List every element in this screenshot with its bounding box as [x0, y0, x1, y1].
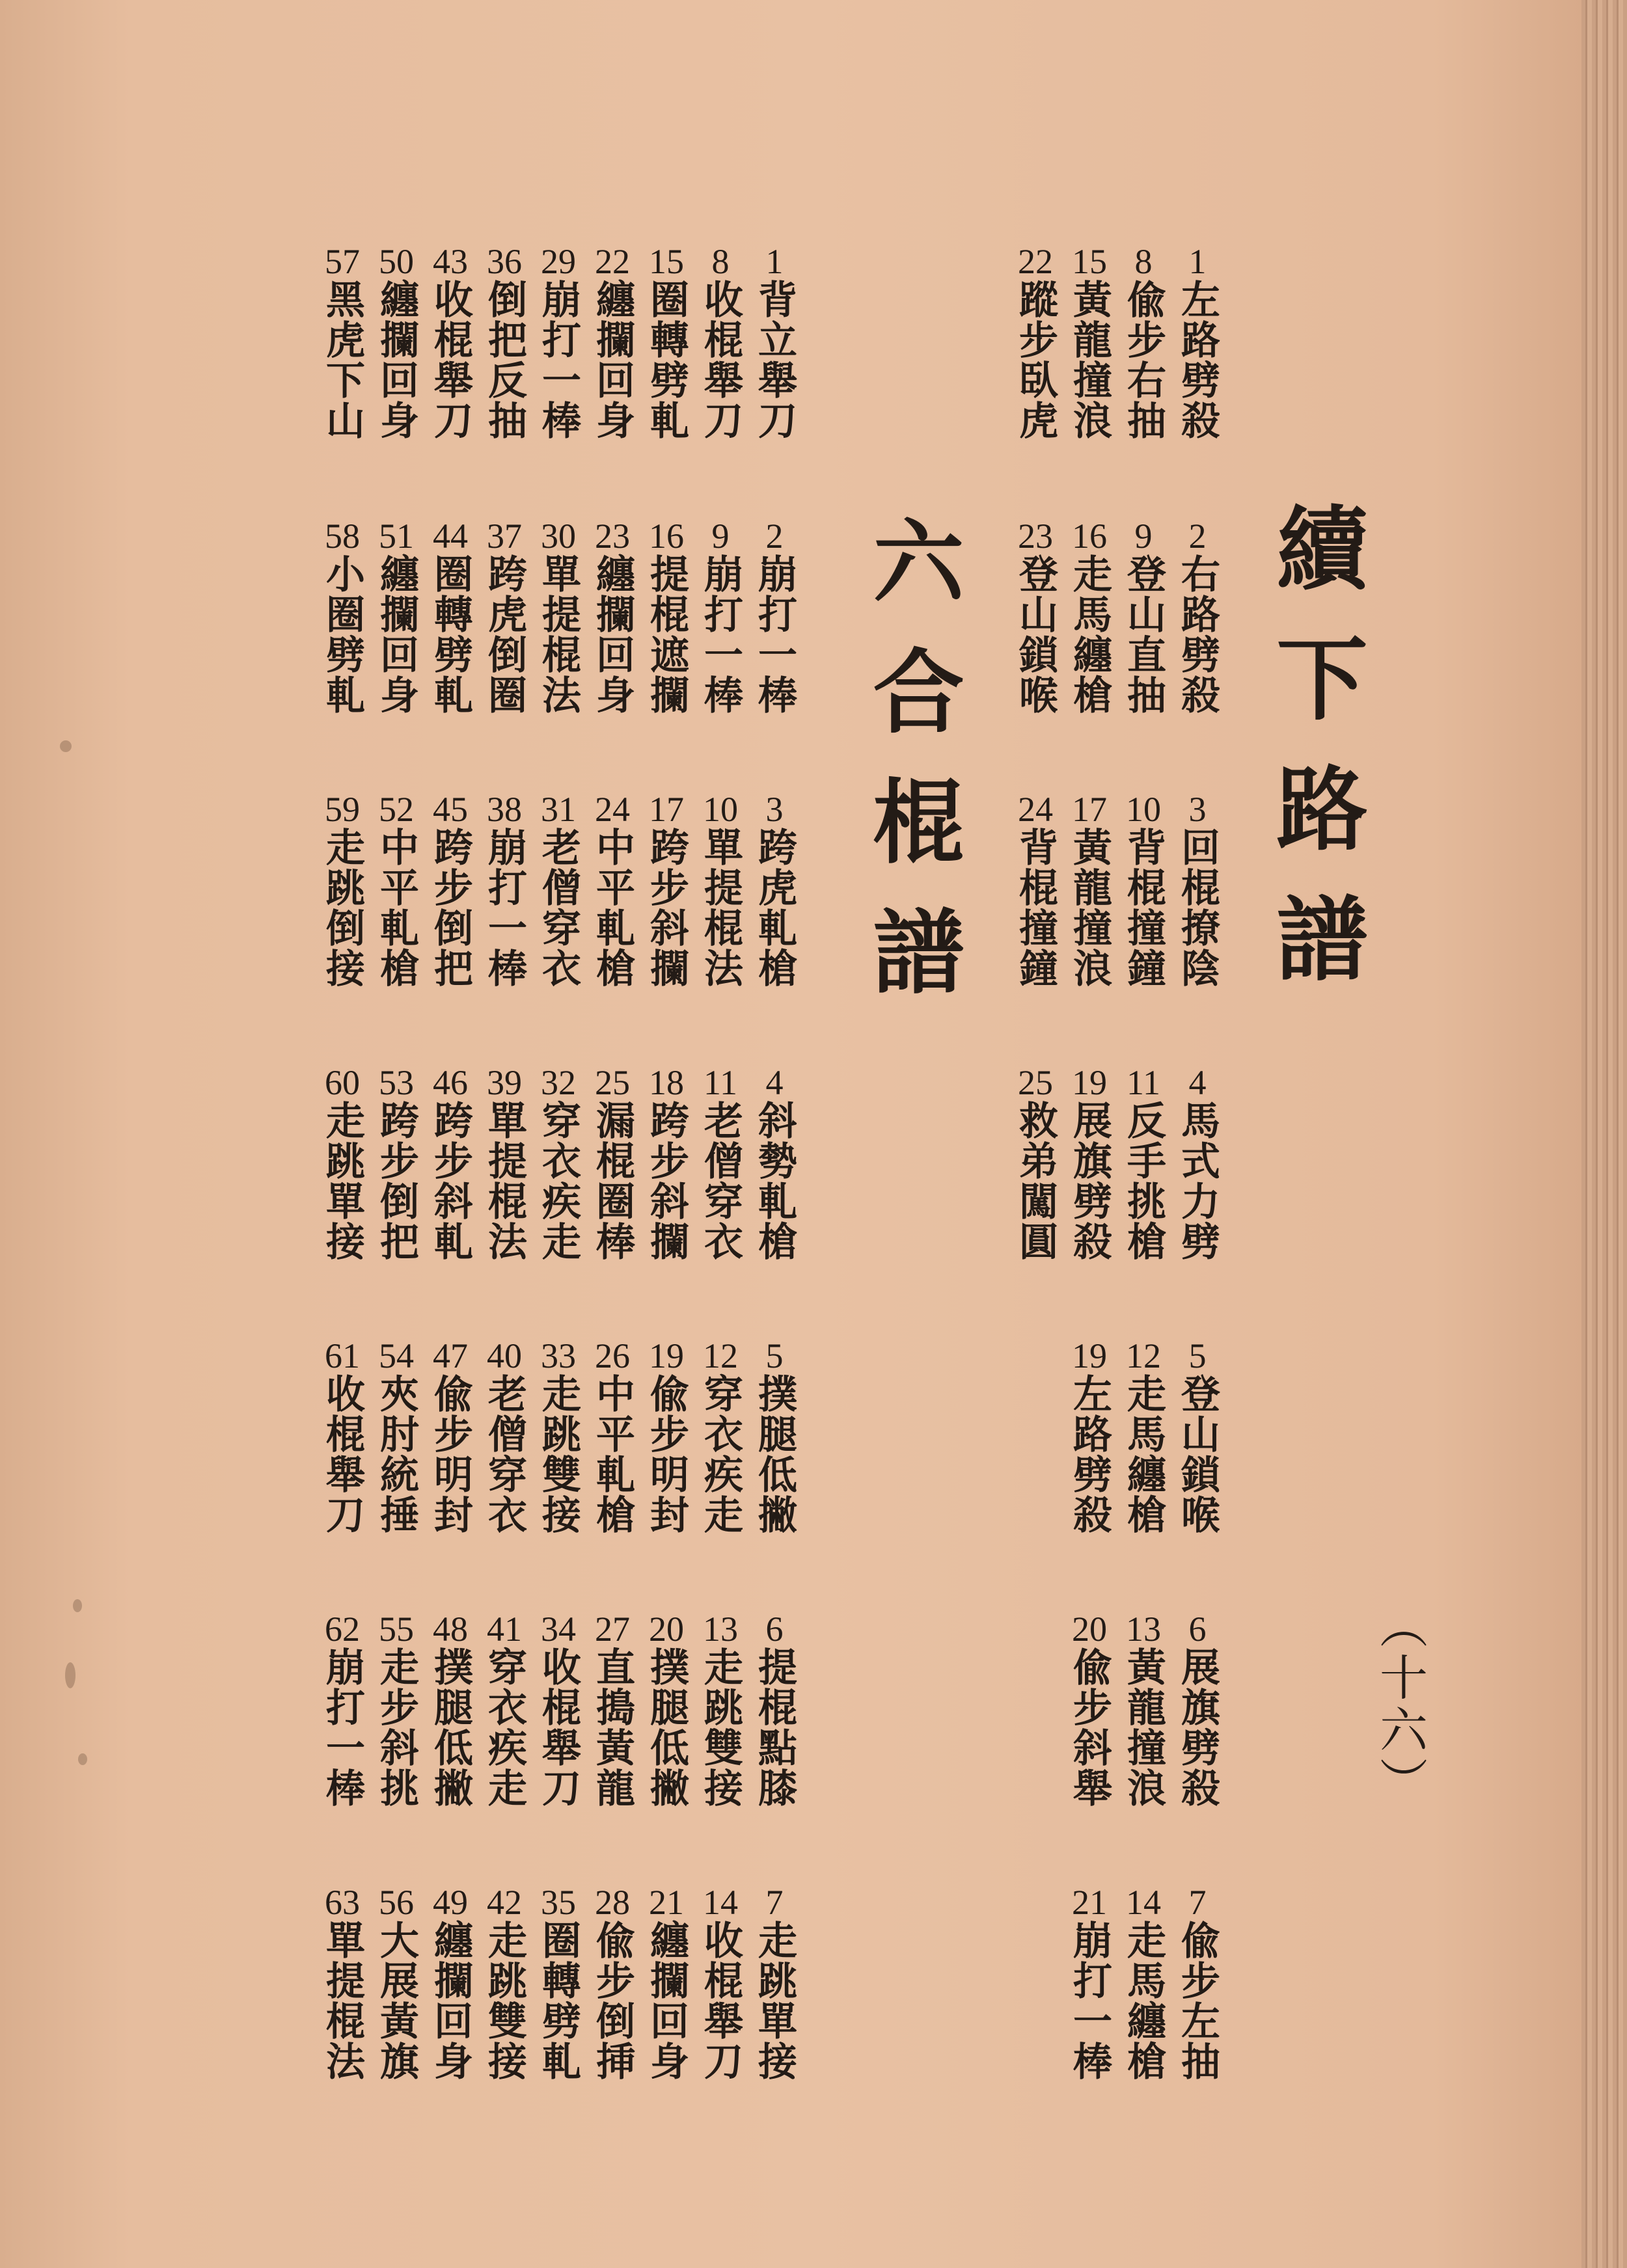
- entry-move-name: 偸步明封: [644, 1373, 689, 1535]
- entry-number: 34: [541, 1612, 576, 1647]
- liuhe-entry: [424, 792, 476, 988]
- entry-move-name: 跨步倒把: [428, 827, 473, 988]
- xuxia-entry: [1171, 519, 1224, 715]
- entry-move-name: 夾肘統捶: [374, 1373, 419, 1535]
- entry-move-name: 走跳單接: [752, 1920, 797, 2081]
- entry-move-name: 崩打一棒: [1067, 1920, 1112, 2081]
- entry-number: 7: [765, 1885, 784, 1920]
- entry-number: 13: [703, 1612, 738, 1647]
- entry-move-name: 黃龍撞浪: [1067, 827, 1112, 988]
- entry-number: 1: [765, 244, 784, 279]
- xuxia-entry: [1171, 792, 1224, 988]
- entry-number: 19: [1072, 1065, 1107, 1100]
- entry-number: 48: [433, 1612, 468, 1647]
- liuhe-entry: [478, 1338, 530, 1535]
- entry-move-name: 走跳雙接: [698, 1647, 743, 1808]
- entry-number: 16: [649, 519, 684, 554]
- entry-number: 37: [487, 519, 522, 554]
- entry-number: 45: [433, 792, 468, 827]
- liuhe-entry: [640, 1065, 692, 1262]
- entry-move-name: 登山鎖喉: [1175, 1373, 1220, 1535]
- liuhe-entry: [748, 244, 800, 440]
- entry-move-name: 走跳單接: [320, 1100, 365, 1262]
- liuhe-entry: [370, 1065, 422, 1262]
- entry-move-name: 老僧穿衣: [698, 1100, 743, 1262]
- entry-number: 17: [649, 792, 684, 827]
- liuhe-entry: [748, 1338, 800, 1535]
- entry-number: 30: [541, 519, 576, 554]
- liuhe-entry: [532, 1885, 584, 2081]
- entry-move-name: 登山直抽: [1121, 554, 1166, 715]
- entry-move-name: 圈轉劈軋: [536, 1920, 581, 2081]
- entry-number: 21: [1072, 1885, 1107, 1920]
- liuhe-entry: [478, 792, 530, 988]
- entry-number: 20: [649, 1612, 684, 1647]
- entry-number: 15: [649, 244, 684, 279]
- xuxia-entry: [1063, 792, 1115, 988]
- xuxia-entry: [1171, 1885, 1224, 2081]
- entry-move-name: 纏攔回身: [428, 1920, 473, 2081]
- entry-move-name: 收棍舉刀: [698, 1920, 743, 2081]
- entry-move-name: 提棍遮攔: [644, 554, 689, 715]
- liuhe-entry: [694, 1612, 746, 1808]
- entry-number: 46: [433, 1065, 468, 1100]
- liuhe-entry: [586, 1065, 638, 1262]
- entry-number: 3: [765, 792, 784, 827]
- liuhe-entry: [586, 792, 638, 988]
- entry-move-name: 展旗劈殺: [1175, 1647, 1220, 1808]
- entry-move-name: 偸步斜舉: [1067, 1647, 1112, 1808]
- liuhe-entry: [694, 1065, 746, 1262]
- entry-number: 6: [1188, 1612, 1207, 1647]
- entry-number: 28: [595, 1885, 630, 1920]
- entry-move-name: 崩打一棒: [698, 554, 743, 715]
- entry-move-name: 走馬纏槍: [1067, 554, 1112, 715]
- entry-move-name: 走跳倒接: [320, 827, 365, 988]
- entry-number: 21: [649, 1885, 684, 1920]
- entry-move-name: 偸步明封: [428, 1373, 473, 1535]
- entry-number: 57: [325, 244, 360, 279]
- entry-move-name: 蹤步臥虎: [1013, 279, 1058, 440]
- liuhe-entry: [640, 244, 692, 440]
- entry-number: 22: [1018, 244, 1053, 279]
- entry-number: 51: [379, 519, 414, 554]
- entry-number: 63: [325, 1885, 360, 1920]
- entry-number: 52: [379, 792, 414, 827]
- paper-spot: [60, 740, 72, 752]
- entry-move-name: 穿衣疾走: [536, 1100, 581, 1262]
- entry-move-name: 纏攔回身: [590, 279, 635, 440]
- entry-move-name: 馬式力劈: [1175, 1100, 1220, 1262]
- entry-move-name: 跨虎倒圈: [482, 554, 527, 715]
- liuhe-entry: [424, 1612, 476, 1808]
- liuhe-entry: [748, 1612, 800, 1808]
- entry-number: 38: [487, 792, 522, 827]
- entry-move-name: 右路劈殺: [1175, 554, 1220, 715]
- entry-move-name: 纏攔回身: [644, 1920, 689, 2081]
- liuhe-entry: [424, 1885, 476, 2081]
- entry-move-name: 圈轉劈軋: [644, 279, 689, 440]
- xuxia-entry: [1063, 1338, 1115, 1535]
- liuhe-entry: [316, 1338, 368, 1535]
- liuhe-entry: [478, 519, 530, 715]
- liuhe-entry: [316, 519, 368, 715]
- entry-move-name: 中平軋槍: [590, 827, 635, 988]
- entry-move-name: 中平軋槍: [374, 827, 419, 988]
- entry-number: 26: [595, 1338, 630, 1373]
- xuxia-entry: [1117, 1612, 1169, 1808]
- xuxia-entry: [1117, 792, 1169, 988]
- entry-move-name: 斜勢軋槍: [752, 1100, 797, 1262]
- entry-number: 33: [541, 1338, 576, 1373]
- xuxia-entry: [1063, 519, 1115, 715]
- liuhe-entry: [748, 519, 800, 715]
- liuhe-entry: [316, 792, 368, 988]
- xuxia-entry: [1171, 1612, 1224, 1808]
- liuhe-entry: [424, 244, 476, 440]
- xuxia-entry: [1063, 1885, 1115, 2081]
- entry-number: 14: [1126, 1885, 1161, 1920]
- liuhe-entry: [748, 1065, 800, 1262]
- entry-move-name: 提棍點膝: [752, 1647, 797, 1808]
- entry-number: 43: [433, 244, 468, 279]
- liuhe-entry: [532, 244, 584, 440]
- xuxia-entry: [1171, 1338, 1224, 1535]
- entry-number: 24: [1018, 792, 1053, 827]
- xuxia-entry: [1063, 1612, 1115, 1808]
- entry-number: 58: [325, 519, 360, 554]
- entry-move-name: 漏棍圈棒: [590, 1100, 635, 1262]
- entry-move-name: 纏攔回身: [590, 554, 635, 715]
- entry-move-name: 穿衣疾走: [698, 1373, 743, 1535]
- entry-move-name: 背棍撞鐘: [1013, 827, 1058, 988]
- entry-number: 54: [379, 1338, 414, 1373]
- liuhe-entry: [586, 1612, 638, 1808]
- entry-move-name: 登山鎖喉: [1013, 554, 1058, 715]
- liuhe-entry: [424, 519, 476, 715]
- entry-move-name: 中平軋槍: [590, 1373, 635, 1535]
- liuhe-entry: [370, 1885, 422, 2081]
- entry-number: 44: [433, 519, 468, 554]
- entry-move-name: 崩打一棒: [752, 554, 797, 715]
- entry-number: 25: [595, 1065, 630, 1100]
- xuxia-entry: [1009, 1065, 1061, 1262]
- entry-number: 5: [1188, 1338, 1207, 1373]
- xuxia-entry: [1009, 519, 1061, 715]
- entry-move-name: 收棍舉刀: [320, 1373, 365, 1535]
- entry-number: 12: [703, 1338, 738, 1373]
- entry-number: 8: [1134, 244, 1153, 279]
- entry-move-name: 偸步倒挿: [590, 1920, 635, 2081]
- entry-move-name: 跨步斜軋: [428, 1100, 473, 1262]
- entry-number: 9: [711, 519, 730, 554]
- entry-number: 47: [433, 1338, 468, 1373]
- entry-number: 2: [765, 519, 784, 554]
- entry-move-name: 纏攔回身: [374, 279, 419, 440]
- entry-number: 35: [541, 1885, 576, 1920]
- entry-number: 50: [379, 244, 414, 279]
- entry-number: 49: [433, 1885, 468, 1920]
- entry-move-name: 老僧穿衣: [536, 827, 581, 988]
- entry-number: 19: [649, 1338, 684, 1373]
- entry-move-name: 收棍舉刀: [698, 279, 743, 440]
- entry-number: 6: [765, 1612, 784, 1647]
- liuhe-entry: [640, 1885, 692, 2081]
- entry-number: 3: [1188, 792, 1207, 827]
- entry-move-name: 跨步斜攔: [644, 1100, 689, 1262]
- entry-move-name: 倒把反抽: [482, 279, 527, 440]
- entry-number: 27: [595, 1612, 630, 1647]
- liuhe-entry: [370, 1338, 422, 1535]
- liuhe-entry: [370, 792, 422, 988]
- entry-move-name: 跨步斜攔: [644, 827, 689, 988]
- entry-number: 10: [1126, 792, 1161, 827]
- entry-move-name: 崩打一棒: [320, 1647, 365, 1808]
- liuhe-entry: [640, 1612, 692, 1808]
- entry-number: 16: [1072, 519, 1107, 554]
- entry-move-name: 撲腿低撇: [428, 1647, 473, 1808]
- entry-number: 1: [1188, 244, 1207, 279]
- entry-move-name: 跨虎軋槍: [752, 827, 797, 988]
- liuhe-entry: [586, 1885, 638, 2081]
- liuhe-title: 六合棍譜: [858, 514, 964, 1034]
- xuxia-entry: [1117, 1338, 1169, 1535]
- entry-number: 60: [325, 1065, 360, 1100]
- entry-move-name: 撲腿低撇: [752, 1373, 797, 1535]
- liuhe-entry: [694, 519, 746, 715]
- entry-number: 8: [711, 244, 730, 279]
- entry-number: 62: [325, 1612, 360, 1647]
- entry-number: 11: [704, 1065, 737, 1100]
- liuhe-entry: [640, 519, 692, 715]
- entry-move-name: 崩打一棒: [482, 827, 527, 988]
- liuhe-entry: [316, 1612, 368, 1808]
- xuxia-entry: [1009, 244, 1061, 440]
- entry-number: 25: [1018, 1065, 1053, 1100]
- entry-move-name: 崩打一棒: [536, 279, 581, 440]
- entry-number: 9: [1134, 519, 1153, 554]
- entry-move-name: 纏攔回身: [374, 554, 419, 715]
- entry-move-name: 單提棍法: [320, 1920, 365, 2081]
- liuhe-entry: [478, 1612, 530, 1808]
- entry-number: 31: [541, 792, 576, 827]
- liuhe-entry: [640, 792, 692, 988]
- entry-move-name: 撲腿低撇: [644, 1647, 689, 1808]
- entry-move-name: 偸步左抽: [1175, 1920, 1220, 2081]
- liuhe-entry: [748, 792, 800, 988]
- entry-number: 41: [487, 1612, 522, 1647]
- xuxia-entry: [1117, 1885, 1169, 2081]
- liuhe-entry: [748, 1885, 800, 2081]
- liuhe-entry: [586, 244, 638, 440]
- liuhe-entry: [370, 519, 422, 715]
- entry-number: 15: [1072, 244, 1107, 279]
- entry-move-name: 走馬纏槍: [1121, 1373, 1166, 1535]
- entry-move-name: 反手挑槍: [1121, 1100, 1166, 1262]
- liuhe-entry: [316, 1885, 368, 2081]
- entry-number: 59: [325, 792, 360, 827]
- liuhe-entry: [478, 1065, 530, 1262]
- entry-number: 4: [765, 1065, 784, 1100]
- liuhe-entry: [694, 244, 746, 440]
- entry-move-name: 背棍撞鐘: [1121, 827, 1166, 988]
- liuhe-entry: [532, 519, 584, 715]
- entry-number: 5: [765, 1338, 784, 1373]
- entry-number: 18: [649, 1065, 684, 1100]
- entry-number: 10: [703, 792, 738, 827]
- xuxia-entry: [1009, 792, 1061, 988]
- entry-number: 39: [487, 1065, 522, 1100]
- entry-number: 29: [541, 244, 576, 279]
- xuxia-title: 續下路譜: [1261, 501, 1368, 1021]
- entry-number: 53: [379, 1065, 414, 1100]
- liuhe-entry: [532, 1612, 584, 1808]
- entry-number: 24: [595, 792, 630, 827]
- entry-move-name: 收棍舉刀: [428, 279, 473, 440]
- entry-number: 61: [325, 1338, 360, 1373]
- liuhe-entry: [532, 792, 584, 988]
- entry-move-name: 單提棍法: [482, 1100, 527, 1262]
- entry-move-name: 跨步倒把: [374, 1100, 419, 1262]
- liuhe-entry: [478, 1885, 530, 2081]
- entry-move-name: 單提棍法: [536, 554, 581, 715]
- liuhe-entry: [586, 519, 638, 715]
- entry-number: 23: [1018, 519, 1053, 554]
- entry-number: 23: [595, 519, 630, 554]
- entry-number: 20: [1072, 1612, 1107, 1647]
- entry-move-name: 收棍舉刀: [536, 1647, 581, 1808]
- liuhe-entry: [370, 244, 422, 440]
- xuxia-entry: [1171, 1065, 1224, 1262]
- entry-move-name: 圈轉劈軋: [428, 554, 473, 715]
- entry-move-name: 老僧穿衣: [482, 1373, 527, 1535]
- page-stack-edge: [1581, 0, 1627, 2268]
- paper-spot: [73, 1599, 82, 1612]
- entry-number: 42: [487, 1885, 522, 1920]
- liuhe-entry: [532, 1338, 584, 1535]
- entry-move-name: 回棍撩陰: [1175, 827, 1220, 988]
- entry-number: 11: [1127, 1065, 1160, 1100]
- entry-move-name: 左路劈殺: [1175, 279, 1220, 440]
- entry-move-name: 展旗劈殺: [1067, 1100, 1112, 1262]
- entry-number: 2: [1188, 519, 1207, 554]
- liuhe-entry: [370, 1612, 422, 1808]
- paper-spot: [78, 1753, 87, 1765]
- xuxia-entry: [1063, 244, 1115, 440]
- xuxia-entry: [1117, 244, 1169, 440]
- entry-move-name: 穿衣疾走: [482, 1647, 527, 1808]
- entry-number: 7: [1188, 1885, 1207, 1920]
- liuhe-entry: [694, 1885, 746, 2081]
- entry-number: 36: [487, 244, 522, 279]
- entry-number: 32: [541, 1065, 576, 1100]
- liuhe-entry: [694, 792, 746, 988]
- entry-number: 55: [379, 1612, 414, 1647]
- entry-move-name: 走步斜挑: [374, 1647, 419, 1808]
- entry-number: 12: [1126, 1338, 1161, 1373]
- xuxia-entry: [1171, 244, 1224, 440]
- entry-move-name: 黑虎下山: [320, 279, 365, 440]
- entry-number: 14: [703, 1885, 738, 1920]
- xuxia-entry: [1063, 1065, 1115, 1262]
- entry-move-name: 左路劈殺: [1067, 1373, 1112, 1535]
- entry-number: 13: [1126, 1612, 1161, 1647]
- liuhe-entry: [316, 1065, 368, 1262]
- entry-move-name: 黃龍撞浪: [1121, 1647, 1166, 1808]
- entry-move-name: 單提棍法: [698, 827, 743, 988]
- liuhe-entry: [478, 244, 530, 440]
- liuhe-entry: [532, 1065, 584, 1262]
- entry-number: 17: [1072, 792, 1107, 827]
- entry-move-name: 救弟闖圓: [1013, 1100, 1058, 1262]
- entry-move-name: 偸步右抽: [1121, 279, 1166, 440]
- xuxia-entry: [1117, 519, 1169, 715]
- entry-number: 4: [1188, 1065, 1207, 1100]
- liuhe-entry: [424, 1065, 476, 1262]
- entry-move-name: 走跳雙接: [482, 1920, 527, 2081]
- liuhe-entry: [694, 1338, 746, 1535]
- liuhe-entry: [640, 1338, 692, 1535]
- entry-move-name: 走馬纏槍: [1121, 1920, 1166, 2081]
- entry-move-name: 背立舉刀: [752, 279, 797, 440]
- page-number: （十六）: [1372, 1600, 1428, 1809]
- liuhe-entry: [586, 1338, 638, 1535]
- xuxia-entry: [1117, 1065, 1169, 1262]
- entry-move-name: 黃龍撞浪: [1067, 279, 1112, 440]
- entry-number: 56: [379, 1885, 414, 1920]
- entry-move-name: 小圈劈軋: [320, 554, 365, 715]
- liuhe-entry: [316, 244, 368, 440]
- entry-move-name: 直搗黃龍: [590, 1647, 635, 1808]
- liuhe-entry: [424, 1338, 476, 1535]
- entry-number: 22: [595, 244, 630, 279]
- paper-spot: [65, 1662, 75, 1688]
- entry-move-name: 大展黃旗: [374, 1920, 419, 2081]
- entry-move-name: 走跳雙接: [536, 1373, 581, 1535]
- entry-number: 40: [487, 1338, 522, 1373]
- entry-number: 19: [1072, 1338, 1107, 1373]
